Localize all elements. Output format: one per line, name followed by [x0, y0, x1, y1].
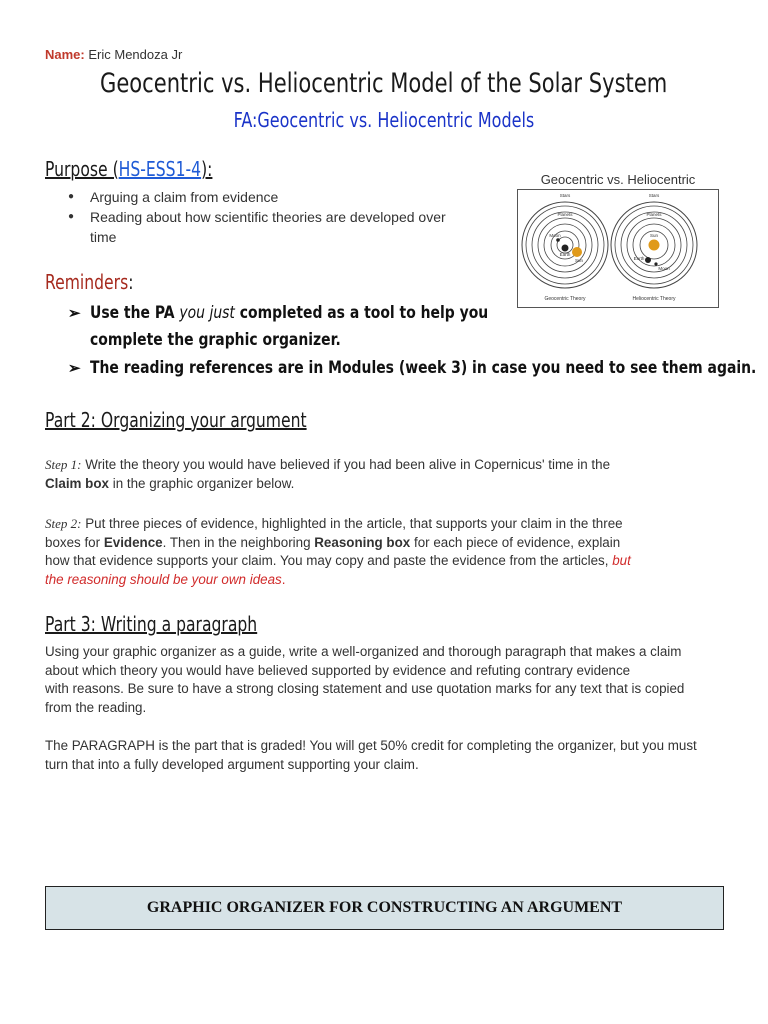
purpose-heading [45, 157, 260, 181]
student-name-line [45, 47, 182, 62]
purpose-heading-text [45, 157, 212, 181]
graphic-organizer-title: GRAPHIC ORGANIZER FOR CONSTRUCTING AN ARGUMENT [146, 899, 623, 916]
helio-label-sun: Sun [649, 233, 659, 238]
helio-label-moon: Moon [658, 266, 670, 271]
part2-heading-text: Part 2: Organizing your argument [45, 408, 307, 432]
helio-label-planets: Planets [646, 212, 662, 217]
heliocentric-caption: Heliocentric Theory [632, 296, 676, 302]
arrow-bullet-icon: ➢ [68, 305, 81, 322]
reminder-item-2 [68, 358, 768, 378]
geo-label-planets: Planets [557, 212, 573, 217]
geo-label-sun: Sun [574, 258, 584, 263]
text-line: from the reading. [45, 699, 147, 715]
reminder-item-1-line2 [68, 330, 396, 350]
purpose-suffix: ): [201, 157, 213, 181]
step1-rest: in the graphic organizer below. [109, 475, 295, 491]
subtitle-container [0, 108, 768, 132]
list-item: ● Reading about how scientific theories are developed over time [68, 207, 468, 247]
part3-paragraph-1 [45, 643, 735, 717]
part2-heading [45, 408, 380, 432]
geo-label-earth: Earth [559, 252, 571, 257]
geo-label-moon: Moon [549, 233, 561, 238]
page-subtitle: FA:Geocentric vs. Heliocentric Models [233, 108, 535, 132]
geocentric-heliocentric-figure [517, 172, 719, 308]
step2-line2-mid: . Then in the neighboring [162, 534, 315, 550]
part3-paragraph-2 [45, 737, 735, 774]
reminder-1-pre: Use the PA [90, 303, 180, 323]
purpose-prefix: Purpose ( [45, 157, 119, 181]
reminder-1-emphasis: you just [179, 303, 235, 323]
solar-models-diagram [518, 190, 718, 307]
purpose-list [68, 187, 468, 247]
text-line: turn that into a fully developed argument supporting your claim. [45, 756, 419, 772]
claim-box-term: Claim box [45, 475, 109, 491]
page-title: Geocentric vs. Heliocentric Model of the Solar System [100, 68, 668, 99]
step2-end: . [281, 571, 286, 587]
name-value: Eric Mendoza Jr [88, 47, 183, 62]
page-title-container [0, 68, 768, 99]
geocentric-caption: Geocentric Theory [544, 296, 586, 302]
helio-label-stars: Stars [648, 193, 660, 198]
step2-red-1: but [612, 553, 631, 568]
text-line: about which theory you would have believed supported by evidence and refuting contrary evidence [45, 662, 631, 678]
step2-red-2: the reasoning should be your own ideas [45, 571, 282, 587]
graphic-organizer-banner [45, 886, 724, 930]
name-label: Name: [45, 47, 85, 62]
text-line: The PARAGRAPH is the part that is graded! You will get 50% credit for completing the organizer, but you must [45, 738, 697, 753]
geo-label-stars: Stars [559, 193, 571, 198]
step1-paragraph [45, 456, 725, 493]
step2-line2-post: for each piece of evidence, explain [410, 534, 621, 550]
arrow-bullet-icon: ➢ [68, 360, 81, 377]
part3-heading [45, 612, 317, 636]
reminder-item-1 [68, 303, 576, 323]
step2-line1: Put three pieces of evidence, highlighted in the article, that supports your claim in the three [81, 516, 623, 531]
text-line: Using your graphic organizer as a guide, write a well-organized and thorough paragraph that makes a claim [45, 644, 682, 659]
step1-label: Step 1: [45, 457, 82, 472]
reminder-1-line2: complete the graphic organizer. [90, 330, 341, 350]
figure-title: Geocentric vs. Heliocentric [540, 172, 696, 187]
helio-label-earth: Earth [633, 256, 645, 261]
step1-text: Write the theory you would have believed if you had been alive in Copernicus' time in the [81, 457, 611, 472]
standard-link[interactable]: HS-ESS1-4 [118, 157, 202, 181]
reminders-heading-text: Reminders [45, 270, 129, 294]
reminder-2-text: The reading references are in Modules (week 3) in case you need to see them again. [90, 358, 757, 378]
reminders-heading [45, 270, 158, 294]
list-item: ● Arguing a claim from evidence [68, 187, 468, 207]
step2-label: Step 2: [45, 516, 82, 531]
figure-frame [517, 189, 719, 308]
step2-line2-pre: boxes for [45, 534, 104, 550]
reminder-1-post: completed as a tool to help you [234, 303, 489, 323]
step2-paragraph [45, 515, 735, 589]
text-line: with reasons. Be sure to have a strong closing statement and use quotation marks for any text that is copied [45, 681, 685, 696]
step2-line3-pre: how that evidence supports your claim. You may copy and paste the evidence from the articles, [45, 553, 613, 568]
reminders-colon: : [128, 270, 134, 294]
part3-heading-text: Part 3: Writing a paragraph [45, 612, 258, 636]
evidence-term: Evidence [103, 534, 163, 550]
reasoning-box-term: Reasoning box [314, 534, 411, 550]
